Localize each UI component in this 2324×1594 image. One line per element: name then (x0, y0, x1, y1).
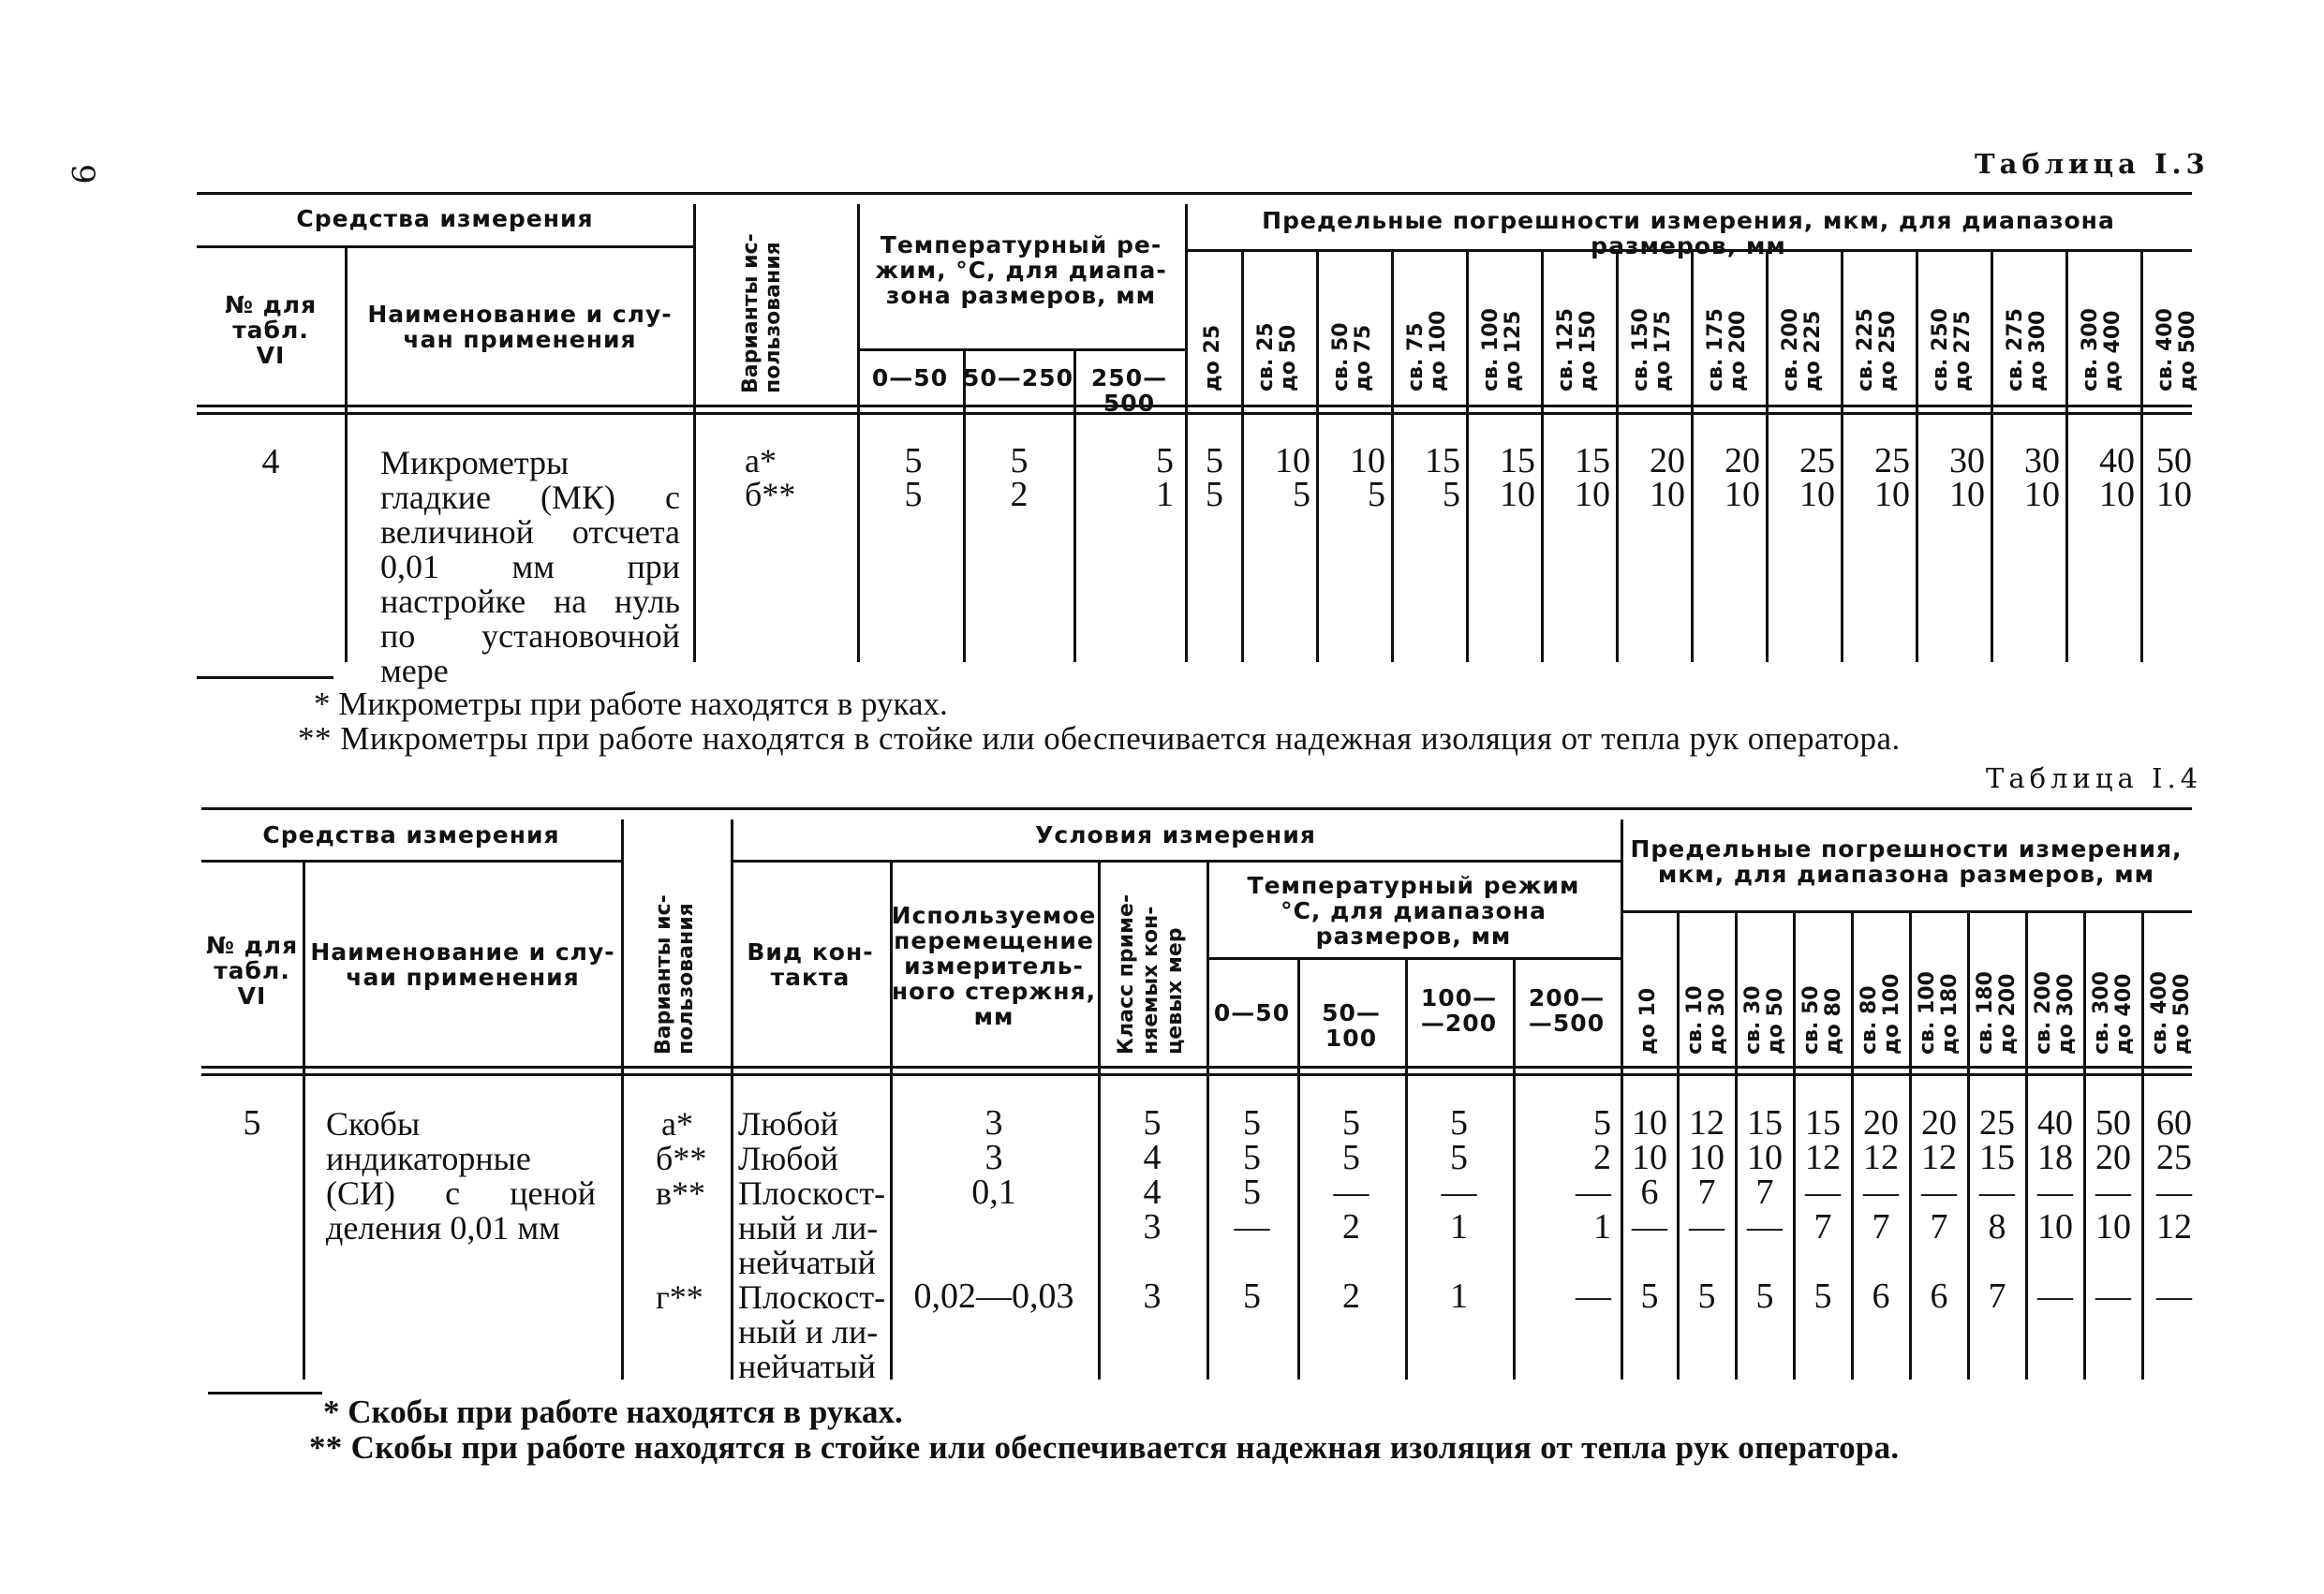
t14-temp-value: 1 (1450, 1277, 1468, 1316)
t14-header-contact: Вид кон- такта (747, 938, 874, 991)
t14-temp-value: 5 (1450, 1138, 1468, 1177)
t13-temp-value: 5 5 (904, 441, 923, 514)
t14-contact: ный и ли- (738, 1209, 879, 1247)
t14-header-rule-1 (201, 1066, 2192, 1069)
t13-size-range: св. 275 до 300 (2004, 308, 2050, 391)
t14-header-movement: Используемое перемещение измеритель- ного стержня, мм (891, 902, 1097, 1030)
t14-size-range: св. 100 до 180 (1916, 971, 1961, 1055)
t13-size-range: св. 125 до 150 (1554, 308, 1600, 391)
t14-temp-value: 1 (1450, 1207, 1468, 1247)
t14-footnote-1: * Скобы при работе находятся в руках. (323, 1394, 903, 1430)
t14-temp-value: 5 (1243, 1138, 1261, 1177)
t14-contact: нейчатый (738, 1348, 876, 1385)
t14-error-value: — (1689, 1207, 1724, 1247)
t14-class: 3 (1143, 1277, 1162, 1316)
t14-error-value: 7 (1988, 1277, 2006, 1316)
t13-size-range: св. 175 до 200 (1704, 308, 1750, 391)
t13-header-variants: Варианты ис- пользования (739, 233, 785, 393)
t14-class: 4 (1143, 1138, 1162, 1177)
t14-error-value: 25 (2156, 1138, 2192, 1177)
t14-temp-value: — (1576, 1277, 1611, 1316)
t14-temp-value: 2 (1342, 1277, 1360, 1316)
t13-error-value: 40 10 (2099, 441, 2135, 514)
t13-error-value: 20 10 (1724, 441, 1760, 514)
t13-header-temp: Температурный ре- жим, °С, для диапа- зона размеров, мм (875, 231, 1167, 309)
t13-header-means: Средства измерения (296, 205, 594, 232)
t13-size-range: св. 225 до 250 (1854, 308, 1900, 391)
t14-temp-value: — (1441, 1173, 1477, 1212)
t13-header-num: № для табл. VI (224, 291, 318, 369)
t14-error-value: — (1921, 1173, 1957, 1212)
t14-error-value: 5 (1813, 1277, 1832, 1316)
t14-temp-value: 5 (1450, 1103, 1468, 1143)
t13-error-value: 15 10 (1500, 441, 1535, 514)
t13-footnote-rule (197, 676, 333, 679)
t14-error-value: 7 (1697, 1173, 1716, 1212)
t14-error-value: — (1632, 1207, 1667, 1247)
t14-error-value: — (2037, 1173, 2073, 1212)
t14-error-value: 10 (2037, 1207, 2073, 1247)
t14-error-value: 20 (1863, 1103, 1899, 1143)
t13-error-value: 25 10 (1874, 441, 1910, 514)
t14-error-value: 50 (2095, 1103, 2131, 1143)
t14-error-value: 10 (1632, 1138, 1667, 1177)
t14-footnote-rule (208, 1392, 322, 1395)
t14-header-rule-2 (201, 1073, 2192, 1076)
t14-error-value: 15 (1747, 1103, 1783, 1143)
t13-means-rule (197, 245, 693, 248)
t14-footnote-2: ** Скобы при работе находятся в стойке или обеспечивается надежная изоляция от тепла рук оператора. (309, 1429, 1900, 1466)
t14-error-value: 6 (1640, 1173, 1659, 1212)
t14-temp-value: 5 (1243, 1173, 1261, 1212)
t13-size-range: св. 25 до 50 (1254, 322, 1300, 391)
t13-temp-range: 0—50 (871, 364, 949, 391)
t13-temp-range: 250—500 (1090, 364, 1168, 417)
t14-contact: Плоскост- (738, 1174, 886, 1212)
t14-contact: Плоскост- (738, 1278, 886, 1316)
t14-size-range: св. 200 до 300 (2032, 971, 2078, 1055)
t14-error-value: 5 (1755, 1277, 1774, 1316)
t14-error-value: 25 (1979, 1103, 2015, 1143)
t13-size-range: св. 300 до 400 (2079, 308, 2124, 391)
t14-header-errors: Предельные погрешности измерения, мкм, для диапазона размеров, мм (1630, 835, 2183, 888)
t14-row-num: 5 (243, 1103, 261, 1143)
t14-temp-range: 200— —500 (1528, 984, 1606, 1037)
t14-error-value: — (2156, 1173, 2192, 1212)
t13-error-value: 50 10 (2156, 441, 2192, 514)
t13-error-value: 15 10 (1575, 441, 1610, 514)
t13-row-num: 4 (261, 442, 280, 481)
t14-error-value: 7 (1930, 1207, 1948, 1247)
t14-temp-value: 5 (1342, 1103, 1360, 1143)
t14-error-value: 7 (1813, 1207, 1832, 1247)
t13-footnote-1: * Микрометры при работе находятся в руках. (314, 686, 948, 722)
t13-error-value: 25 10 (1799, 441, 1835, 514)
t14-temp-value: — (1234, 1207, 1270, 1247)
t14-contact: нейчатый (738, 1244, 876, 1281)
t14-contact: ный и ли- (738, 1313, 879, 1350)
t14-row-name: Скобы индикаторные (СИ) с ценой деления 0,01 мм (326, 1105, 596, 1247)
t14-error-value: 5 (1697, 1277, 1716, 1316)
t13-size-range: св. 100 до 125 (1479, 308, 1525, 391)
t14-temp-range: 100— —200 (1420, 984, 1498, 1037)
t14-error-value: 6 (1872, 1277, 1890, 1316)
t14-error-value: — (1747, 1207, 1783, 1247)
t14-movement: 3 (984, 1103, 1003, 1143)
t14-error-value: — (1805, 1173, 1841, 1212)
t13-header-errors: Предельные погрешности измерения, мкм, для диапазона размеров, мм (1262, 207, 2115, 259)
t13-temp-range: 50—250 (963, 364, 1073, 391)
t13-top-rule (197, 192, 2192, 195)
t14-temp-value: 1 (1593, 1207, 1611, 1247)
t14-error-value: 12 (1863, 1138, 1899, 1177)
t14-header-conditions: Условия измерения (1035, 821, 1316, 849)
t14-size-range: св. 10 до 30 (1683, 985, 1729, 1055)
table-1-4-label: Таблица I.4 (1986, 762, 2203, 794)
t14-error-value: 10 (2095, 1207, 2131, 1247)
t14-size-range: св. 50 до 80 (1799, 985, 1845, 1055)
t13-row-variants: а* б** (745, 442, 796, 513)
page-number: 9 (64, 164, 101, 184)
t14-temp-value: 2 (1342, 1207, 1360, 1247)
t14-header-class: Класс приме- няемых кон- цевых мер (1115, 893, 1187, 1055)
t13-footnote-2: ** Микрометры при работе находятся в стойке или обеспечивается надежная изоляция от тепла рук оператора. (298, 720, 1901, 757)
t14-variant: в** (656, 1174, 705, 1212)
t13-temp-value: 5 2 (1010, 441, 1029, 514)
t13-size-range: св. 250 до 275 (1929, 308, 1975, 391)
t13-temp-rule (857, 348, 1185, 351)
t14-error-value: 10 (1747, 1138, 1783, 1177)
t14-error-value: — (2037, 1277, 2073, 1316)
t14-size-range: св. 400 до 500 (2148, 971, 2194, 1055)
t14-movement: 3 (984, 1138, 1003, 1177)
t14-error-value: 40 (2037, 1103, 2073, 1143)
t14-header-means: Средства измерения (262, 821, 560, 849)
t14-header-variants: Варианты ис- пользования (652, 894, 698, 1055)
t13-error-value: 30 10 (1949, 441, 1985, 514)
t13-error-value: 20 10 (1650, 441, 1685, 514)
t14-error-value: 20 (1921, 1103, 1957, 1143)
t13-error-value: 5 5 (1206, 441, 1223, 514)
t14-error-value: 10 (1632, 1103, 1667, 1143)
t13-size-range: св. 400 до 500 (2154, 308, 2199, 391)
t14-temp-value: 5 (1243, 1277, 1261, 1316)
t14-error-value: 6 (1930, 1277, 1948, 1316)
t14-contact: Любой (738, 1140, 838, 1177)
t13-row-name: Микрометры гладкие (МК) с величиной отсчета 0,01 мм при настройке на нуль по установочной мере (380, 444, 680, 689)
t14-error-value: 7 (1755, 1173, 1774, 1212)
t14-class: 5 (1143, 1103, 1162, 1143)
t14-size-range: св. 30 до 50 (1741, 985, 1787, 1055)
t14-variant: а* (661, 1105, 693, 1143)
t13-error-value: 15 5 (1425, 441, 1460, 514)
t14-error-value: 5 (1640, 1277, 1659, 1316)
t14-class: 3 (1143, 1207, 1162, 1247)
t13-size-range: св. 200 до 225 (1779, 308, 1825, 391)
t14-contact: Любой (738, 1105, 838, 1143)
t13-size-range: св. 75 до 100 (1404, 310, 1450, 391)
t14-error-value: 15 (1979, 1138, 2015, 1177)
t14-error-value: — (2156, 1277, 2192, 1316)
t14-error-value: — (1979, 1173, 2015, 1212)
t14-error-value: 12 (1689, 1103, 1724, 1143)
t13-temp-value: 5 1 (1156, 441, 1174, 514)
t14-temp-value: 2 (1593, 1138, 1611, 1177)
t14-error-value: 7 (1872, 1207, 1890, 1247)
t14-header-temp: Температурный режим °С, для диапазона размеров, мм (1247, 872, 1580, 950)
t14-error-value: 18 (2037, 1138, 2073, 1177)
t14-size-range: св. 80 до 100 (1858, 973, 1903, 1055)
t14-error-value: 20 (2095, 1138, 2131, 1177)
t14-error-value: 12 (1921, 1138, 1957, 1177)
t13-error-value: 10 5 (1350, 441, 1385, 514)
t13-error-value: 30 10 (2024, 441, 2060, 514)
t14-temp-value: 5 (1342, 1138, 1360, 1177)
t13-size-range: св. 50 до 75 (1329, 322, 1375, 391)
t14-size-range: св. 300 до 400 (2090, 971, 2136, 1055)
t14-error-value: 60 (2156, 1103, 2192, 1143)
t14-temp-value: — (1576, 1173, 1611, 1212)
t14-error-value: 10 (1689, 1138, 1724, 1177)
t14-temp-range: 0—50 (1213, 999, 1291, 1026)
t14-error-value: 8 (1988, 1207, 2006, 1247)
t14-error-value: 12 (1805, 1138, 1841, 1177)
t13-header-rule-2 (197, 412, 2192, 415)
t14-variant: б** (656, 1140, 707, 1177)
t14-class: 4 (1143, 1173, 1162, 1212)
table-1-3-label: Таблица I.3 (1975, 148, 2210, 180)
t14-top-rule (201, 807, 2192, 810)
t14-temp-value: 5 (1593, 1103, 1611, 1143)
t14-movement: 0,02—0,03 (913, 1277, 1074, 1316)
t14-error-value: — (2095, 1277, 2131, 1316)
t14-error-value: — (1863, 1173, 1899, 1212)
t14-error-value: 12 (2156, 1207, 2192, 1247)
t14-temp-value: 5 (1243, 1103, 1261, 1143)
t14-variant: г** (656, 1278, 703, 1316)
t14-error-value: — (2095, 1173, 2131, 1212)
t14-size-range: до 10 (1636, 987, 1660, 1055)
t13-error-value: 10 5 (1275, 441, 1310, 514)
t14-size-range: св. 180 до 200 (1974, 971, 2020, 1055)
t14-movement: 0,1 (971, 1173, 1016, 1212)
t13-header-rule-1 (197, 405, 2192, 407)
t13-size-range: до 25 (1201, 324, 1224, 391)
t13-size-range: св. 150 до 175 (1629, 308, 1675, 391)
t14-header-name: Наименование и слу- чаи применения (310, 938, 615, 991)
t14-temp-value: — (1333, 1173, 1369, 1212)
t14-header-num: № для табл. VI (205, 932, 299, 1010)
t13-header-name: Наименование и слу- чан применения (367, 301, 673, 353)
t14-error-value: 15 (1805, 1103, 1841, 1143)
t14-temp-range: 50—100 (1322, 999, 1381, 1052)
